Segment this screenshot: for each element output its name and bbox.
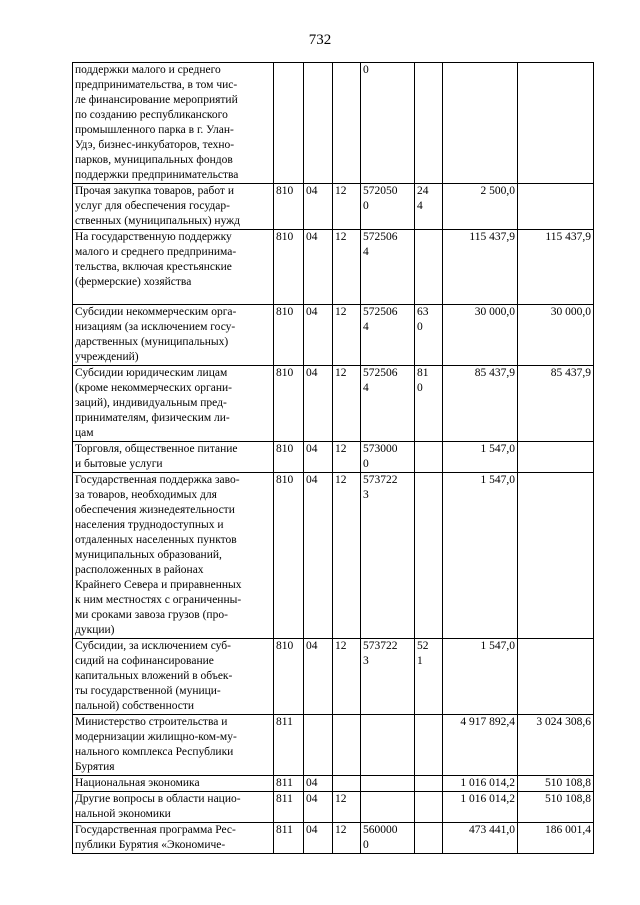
table-row: [73, 823, 594, 854]
row-sum1-cell: 1 547,0: [443, 442, 518, 473]
table-row: [73, 792, 594, 823]
row-vr-cell: [415, 63, 443, 184]
row-sum2-cell: 186 001,4: [518, 823, 594, 854]
row-gr-cell: [274, 63, 304, 184]
row-pr-cell: [333, 715, 361, 776]
table-row: [73, 473, 594, 639]
row-csr-cell: 572506 4: [361, 366, 415, 442]
row-pr-cell: 12: [333, 184, 361, 230]
row-sum2-cell: 3 024 308,6: [518, 715, 594, 776]
row-vr-cell: [415, 823, 443, 854]
row-csr-cell: [361, 715, 415, 776]
row-pr-cell: 12: [333, 305, 361, 366]
row-sum1-cell: 1 016 014,2: [443, 792, 518, 823]
row-gr-cell: 811: [274, 792, 304, 823]
row-pr-cell: 12: [333, 473, 361, 639]
row-name-cell: Субсидии, за исключением суб- сидий на софинансирование капитальных вложений в объек- ты государственной (муници- пальной) собственности: [73, 639, 274, 715]
row-sum1-cell: 115 437,9: [443, 230, 518, 305]
row-sum1-cell: 473 441,0: [443, 823, 518, 854]
row-gr-cell: 811: [274, 823, 304, 854]
row-rz-cell: 04: [304, 823, 333, 854]
row-rz-cell: 04: [304, 366, 333, 442]
row-vr-cell: 52 1: [415, 639, 443, 715]
row-sum1-cell: 4 917 892,4: [443, 715, 518, 776]
row-rz-cell: 04: [304, 473, 333, 639]
page-number: 732: [308, 32, 332, 48]
row-csr-cell: 573000 0: [361, 442, 415, 473]
row-pr-cell: 12: [333, 823, 361, 854]
row-sum1-cell: 1 547,0: [443, 473, 518, 639]
row-vr-cell: [415, 792, 443, 823]
row-vr-cell: [415, 776, 443, 792]
row-csr-cell: [361, 792, 415, 823]
table-row: [73, 776, 594, 792]
table-row: [73, 715, 594, 776]
row-name-cell: Государственная программа Рес- публики Бурятия «Экономиче-: [73, 823, 274, 854]
row-sum2-cell: 85 437,9: [518, 366, 594, 442]
row-rz-cell: 04: [304, 230, 333, 305]
row-csr-cell: 572050 0: [361, 184, 415, 230]
row-gr-cell: 811: [274, 715, 304, 776]
row-gr-cell: 810: [274, 184, 304, 230]
table-row: [73, 305, 594, 366]
row-sum2-cell: [518, 639, 594, 715]
row-sum2-cell: 510 108,8: [518, 792, 594, 823]
row-sum2-cell: 510 108,8: [518, 776, 594, 792]
row-vr-cell: [415, 473, 443, 639]
row-gr-cell: 810: [274, 305, 304, 366]
row-gr-cell: 811: [274, 776, 304, 792]
row-pr-cell: 12: [333, 366, 361, 442]
row-sum1-cell: 30 000,0: [443, 305, 518, 366]
row-csr-cell: 572506 4: [361, 230, 415, 305]
row-sum2-cell: [518, 184, 594, 230]
row-sum1-cell: 85 437,9: [443, 366, 518, 442]
row-sum1-cell: [443, 63, 518, 184]
row-gr-cell: 810: [274, 442, 304, 473]
row-csr-cell: 573722 3: [361, 473, 415, 639]
row-name-cell: Субсидии некоммерческим орга- низациям (за исключением госу- дарственных (муниципальных) учреждений): [73, 305, 274, 366]
table-body: [73, 63, 594, 854]
row-gr-cell: 810: [274, 473, 304, 639]
row-vr-cell: 81 0: [415, 366, 443, 442]
row-rz-cell: [304, 715, 333, 776]
row-rz-cell: [304, 63, 333, 184]
row-csr-cell: 560000 0: [361, 823, 415, 854]
row-pr-cell: 12: [333, 442, 361, 473]
row-vr-cell: 63 0: [415, 305, 443, 366]
row-sum1-cell: 2 500,0: [443, 184, 518, 230]
row-name-cell: Национальная экономика: [73, 776, 274, 792]
row-sum2-cell: [518, 63, 594, 184]
row-name-cell: Министерство строительства и модернизации жилищно-ком-му- нального комплекса Республики Бурятия: [73, 715, 274, 776]
row-pr-cell: [333, 776, 361, 792]
row-pr-cell: 12: [333, 230, 361, 305]
row-rz-cell: 04: [304, 442, 333, 473]
row-sum1-cell: 1 547,0: [443, 639, 518, 715]
row-pr-cell: [333, 63, 361, 184]
row-gr-cell: 810: [274, 639, 304, 715]
row-csr-cell: [361, 776, 415, 792]
row-pr-cell: 12: [333, 639, 361, 715]
row-csr-cell: 573722 3: [361, 639, 415, 715]
row-vr-cell: 24 4: [415, 184, 443, 230]
row-rz-cell: 04: [304, 305, 333, 366]
table-row: [73, 63, 594, 184]
row-sum2-cell: [518, 442, 594, 473]
row-rz-cell: 04: [304, 792, 333, 823]
table-row: [73, 442, 594, 473]
row-name-cell: На государственную поддержку малого и среднего предпринима- тельства, включая крестьянские (фермерские) хозяйства: [73, 230, 274, 305]
row-name-cell: Торговля, общественное питание и бытовые услуги: [73, 442, 274, 473]
row-vr-cell: [415, 715, 443, 776]
row-pr-cell: 12: [333, 792, 361, 823]
row-rz-cell: 04: [304, 184, 333, 230]
row-csr-cell: 572506 4: [361, 305, 415, 366]
row-sum1-cell: 1 016 014,2: [443, 776, 518, 792]
table-row: [73, 230, 594, 305]
row-sum2-cell: 30 000,0: [518, 305, 594, 366]
row-vr-cell: [415, 230, 443, 305]
row-sum2-cell: [518, 473, 594, 639]
row-name-cell: поддержки малого и среднего предпринимательства, в том чис- ле финансирование мероприятий по созданию республиканского промышленного парка в г. Улан- Удэ, бизнес-инкубаторов, техно- парков, муниципальных фондов поддержки предпринимательства: [73, 63, 274, 184]
row-gr-cell: 810: [274, 230, 304, 305]
row-rz-cell: 04: [304, 639, 333, 715]
row-name-cell: Государственная поддержка заво- за товаров, необходимых для обеспечения жизнедеятельности населения труднодоступных и отдаленных населенных пунктов муниципальных образований, расположенных в районах Крайнего Севера и приравненных к ним местностях с ограниченны- ми сроками завоза грузов (про- дукции): [73, 473, 274, 639]
row-name-cell: Прочая закупка товаров, работ и услуг для обеспечения государ- ственных (муниципальных) нужд: [73, 184, 274, 230]
table-row: [73, 184, 594, 230]
row-csr-cell: 0: [361, 63, 415, 184]
row-gr-cell: 810: [274, 366, 304, 442]
row-name-cell: Субсидии юридическим лицам (кроме некоммерческих органи- заций), индивидуальным пред- принимателям, физическим ли- цам: [73, 366, 274, 442]
table-row: [73, 639, 594, 715]
row-name-cell: Другие вопросы в области нацио- нальной экономики: [73, 792, 274, 823]
table-row: [73, 366, 594, 442]
row-rz-cell: 04: [304, 776, 333, 792]
row-sum2-cell: 115 437,9: [518, 230, 594, 305]
row-vr-cell: [415, 442, 443, 473]
budget-table: [72, 62, 594, 854]
